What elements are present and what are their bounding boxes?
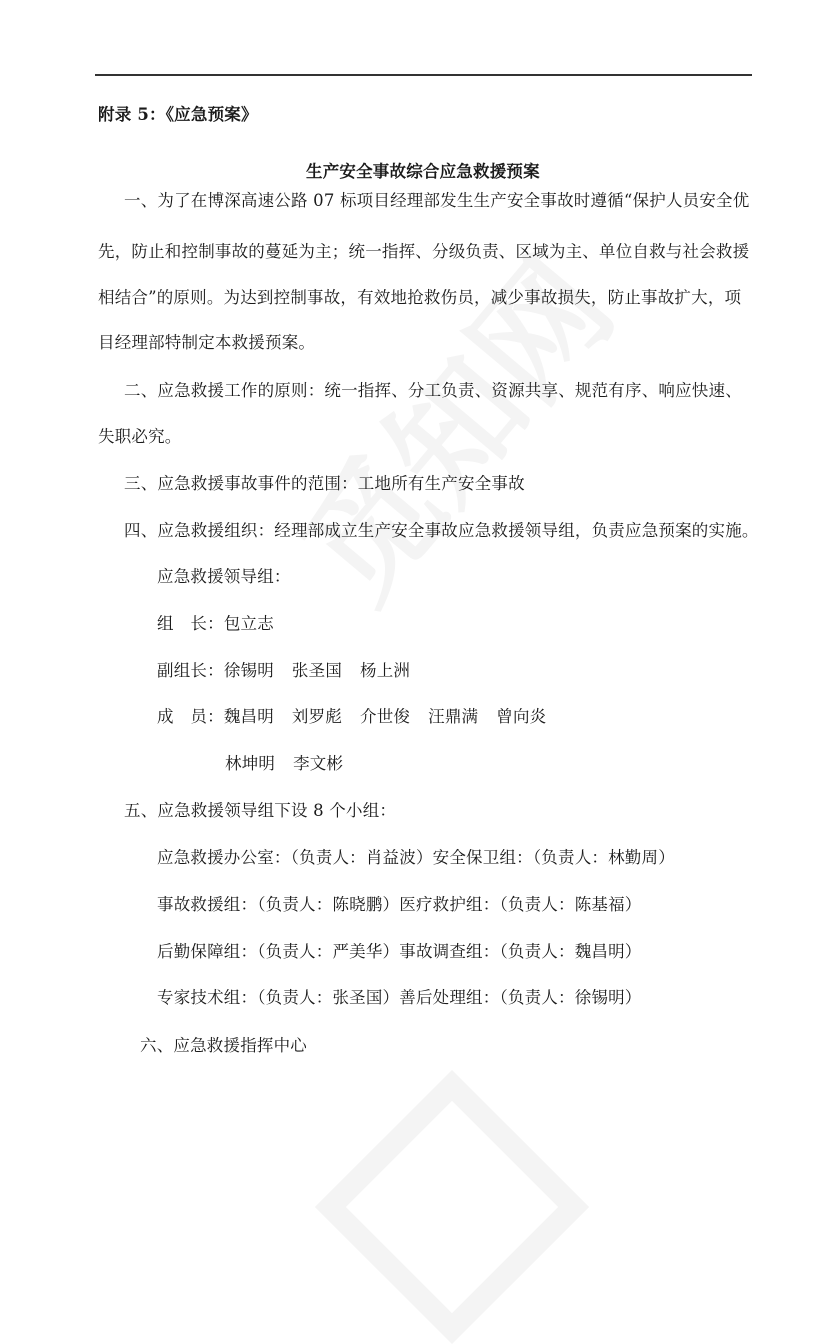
member-name: 刘罗彪 bbox=[291, 707, 343, 726]
paragraph-line: 失职必究。 bbox=[98, 427, 182, 446]
paragraph-line: 先，防止和控制事故的蔓延为主；统一指挥、分级负责、区域为主、单位自救与社会救援 bbox=[98, 242, 750, 261]
subgroup-row: 事故救援组：（负责人：陈晓鹏）医疗救护组：（负责人：陈基福） bbox=[157, 895, 642, 914]
deputy-label: 副组长： bbox=[157, 661, 224, 680]
watermark-logo-icon bbox=[315, 1070, 589, 1344]
member-name: 介世俊 bbox=[360, 707, 411, 726]
member-name: 汪鼎满 bbox=[428, 707, 479, 726]
paragraph-line: 一、为了在博深高速公路 07 标项目经理部发生生产安全事故时遵循“保护人员安全优 bbox=[124, 191, 750, 210]
leader-label: 组 长： bbox=[157, 614, 224, 633]
member-name: 林坤明 bbox=[225, 754, 276, 773]
paragraph-line: 目经理部特制定本救援预案。 bbox=[98, 333, 316, 352]
deputy-name: 徐锡明 bbox=[223, 661, 274, 680]
document-title: 生产安全事故综合应急救援预案 bbox=[306, 162, 540, 181]
section-4: 四、应急救援组织：经理部成立生产安全事故应急救援领导组，负责应急预案的实施。 bbox=[124, 521, 759, 540]
paragraph-line: 二、应急救援工作的原则：统一指挥、分工负责、资源共享、规范有序、响应快速、 bbox=[124, 381, 742, 400]
deputy-row bbox=[157, 660, 410, 682]
members-row bbox=[157, 706, 546, 728]
member-name: 曾向炎 bbox=[496, 707, 547, 726]
appendix-title: 附录 5：《应急预案》 bbox=[98, 105, 258, 124]
deputy-name: 张圣国 bbox=[291, 661, 343, 680]
member-name: 李文彬 bbox=[293, 754, 344, 773]
section-6: 六、应急救援指挥中心 bbox=[140, 1036, 307, 1055]
subgroup-row: 应急救援办公室：（负责人：肖益波）安全保卫组：（负责人：林勤周） bbox=[157, 848, 675, 867]
watermark-text bbox=[253, 214, 647, 633]
subgroup-row: 专家技术组：（负责人：张圣国）善后处理组：（负责人：徐锡明） bbox=[157, 988, 642, 1007]
paragraph-line: 相结合”的原则。为达到控制事故，有效地抢救伤员，减少事故损失，防止事故扩大，项 bbox=[98, 288, 742, 307]
leader-group-label: 应急救援领导组： bbox=[157, 567, 291, 586]
subgroup-row: 后勤保障组：（负责人：严美华）事故调查组：（负责人：魏昌明） bbox=[157, 942, 642, 961]
leader-name: 包立志 bbox=[223, 614, 274, 633]
member-name: 魏昌明 bbox=[223, 707, 274, 726]
section-5: 五、应急救援领导组下设 8 个小组： bbox=[124, 801, 397, 820]
members-row-2 bbox=[225, 753, 343, 775]
header-rule bbox=[95, 74, 752, 76]
leader-row bbox=[157, 613, 274, 635]
members-label: 成 员： bbox=[157, 707, 224, 726]
section-3: 三、应急救援事故事件的范围：工地所有生产安全事故 bbox=[124, 474, 525, 493]
deputy-name: 杨上洲 bbox=[360, 661, 411, 680]
